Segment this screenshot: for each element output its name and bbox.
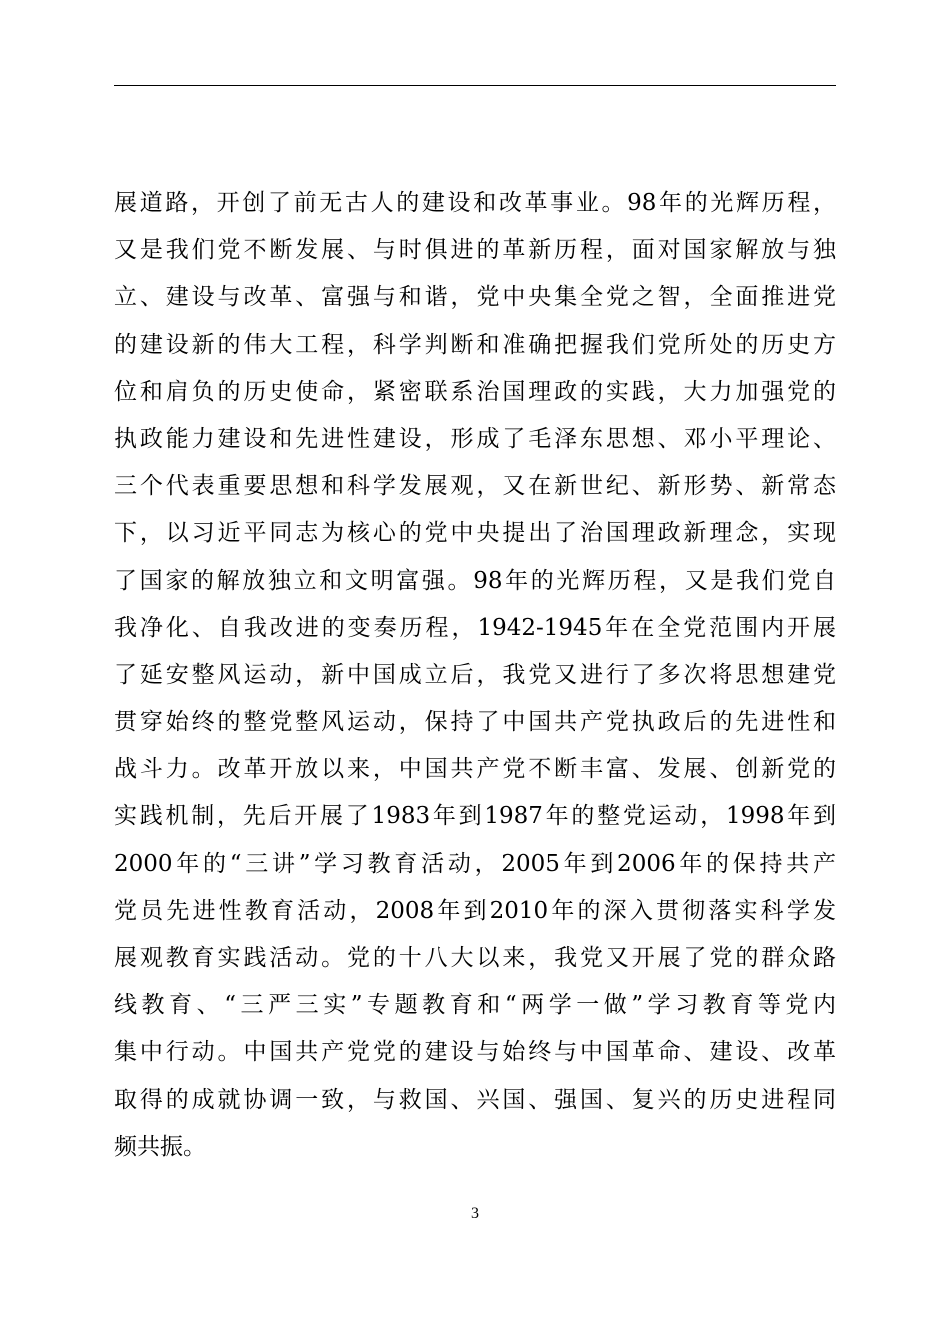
- text-line: 了延安整风运动，新中国成立后，我党又进行了多次将思想建党: [114, 661, 836, 688]
- text-line: 2000年的“三讲”学习教育活动，2005年到2006年的保持共产: [114, 850, 836, 877]
- text-line: 线教育、“三严三实”专题教育和“两学一做”学习教育等党内: [114, 992, 836, 1019]
- text-line: 位和肩负的历史使命，紧密联系治国理政的实践，大力加强党的: [114, 378, 836, 405]
- page-number: 3: [471, 1205, 479, 1222]
- text-line: 执政能力建设和先进性建设，形成了毛泽东思想、邓小平理论、: [114, 425, 836, 452]
- text-line: 我净化、自我改进的变奏历程，1942-1945年在全党范围内开展: [114, 614, 836, 641]
- text-line: 频共振。: [114, 1133, 206, 1160]
- text-line: 下，以习近平同志为核心的党中央提出了治国理政新理念，实现: [114, 520, 836, 547]
- text-line: 又是我们党不断发展、与时俱进的革新历程，面对国家解放与独: [114, 237, 836, 264]
- text-line: 取得的成就协调一致，与救国、兴国、强国、复兴的历史进程同: [114, 1086, 836, 1113]
- text-line: 三个代表重要思想和科学发展观，又在新世纪、新形势、新常态: [114, 473, 836, 500]
- text-line: 立、建设与改革、富强与和谐，党中央集全党之智，全面推进党: [114, 284, 836, 311]
- text-line: 展观教育实践活动。党的十八大以来，我党又开展了党的群众路: [114, 945, 836, 971]
- text-line: 了国家的解放独立和文明富强。98年的光辉历程，又是我们党自: [114, 567, 836, 594]
- text-line: 集中行动。中国共产党党的建设与始终与中国革命、建设、改革: [114, 1039, 836, 1066]
- text-line: 战斗力。改革开放以来，中国共产党不断丰富、发展、创新党的: [114, 756, 836, 783]
- text-line: 实践机制，先后开展了1983年到1987年的整党运动，1998年到: [114, 803, 836, 830]
- header-rule: [114, 85, 836, 86]
- text-line: 的建设新的伟大工程，科学判断和准确把握我们党所处的历史方: [114, 331, 836, 358]
- text-line: 党员先进性教育活动，2008年到2010年的深入贯彻落实科学发: [114, 897, 836, 924]
- text-line: 贯穿始终的整党整风运动，保持了中国共产党执政后的先进性和: [114, 709, 836, 736]
- text-line: 展道路，开创了前无古人的建设和改革事业。98年的光辉历程，: [114, 190, 836, 216]
- body-paragraph: [114, 180, 836, 1171]
